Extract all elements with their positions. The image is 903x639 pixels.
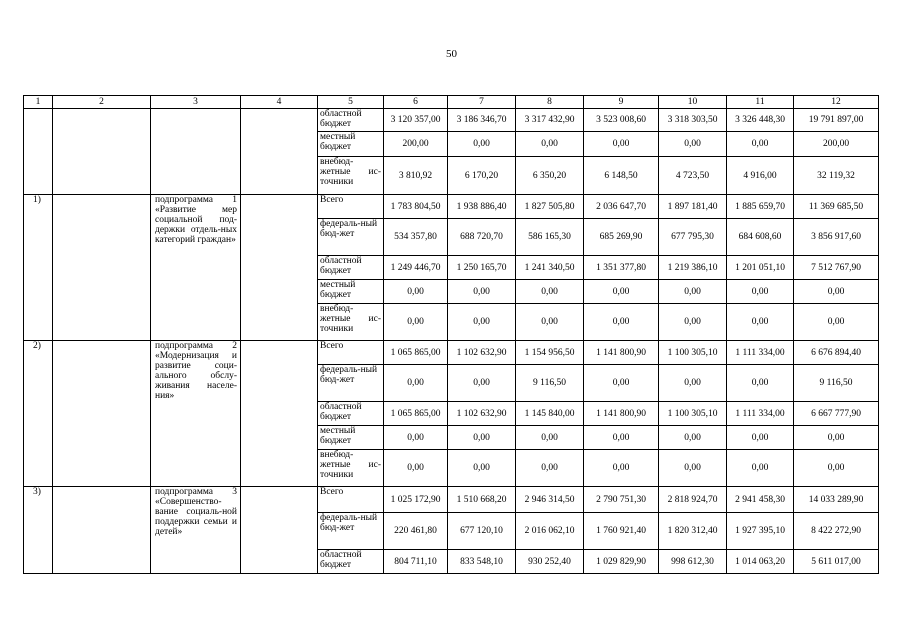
value-cell: 0,00 xyxy=(584,426,659,450)
row-number-cell: 3) xyxy=(24,487,53,574)
total-cell: 0,00 xyxy=(794,450,879,487)
budget-table xyxy=(23,95,879,574)
col-header: 6 xyxy=(384,96,448,109)
value-cell: 677 120,10 xyxy=(448,513,516,550)
source-label: местный бюджет xyxy=(318,132,384,157)
value-cell: 0,00 xyxy=(384,365,448,402)
value-cell: 804 711,10 xyxy=(384,550,448,574)
table-row xyxy=(24,341,879,365)
source-label: федераль-ный бюд-жет xyxy=(318,219,384,256)
value-cell: 6 148,50 xyxy=(584,157,659,195)
value-cell: 586 165,30 xyxy=(516,219,584,256)
value-cell: 1 065 865,00 xyxy=(384,402,448,426)
col-header: 5 xyxy=(318,96,384,109)
value-cell: 0,00 xyxy=(727,426,794,450)
table-row xyxy=(24,487,879,513)
table-row xyxy=(24,195,879,219)
value-cell: 1 250 165,70 xyxy=(448,256,516,280)
value-cell: 1 927 395,10 xyxy=(727,513,794,550)
value-cell: 0,00 xyxy=(448,280,516,304)
value-cell: 833 548,10 xyxy=(448,550,516,574)
total-cell: 9 116,50 xyxy=(794,365,879,402)
value-cell: 0,00 xyxy=(584,132,659,157)
col-header: 9 xyxy=(584,96,659,109)
value-cell: 684 608,60 xyxy=(727,219,794,256)
value-cell: 534 357,80 xyxy=(384,219,448,256)
value-cell: 200,00 xyxy=(384,132,448,157)
value-cell: 3 120 357,00 xyxy=(384,109,448,132)
source-label: областной бюджет xyxy=(318,402,384,426)
value-cell: 930 252,40 xyxy=(516,550,584,574)
empty-cell xyxy=(241,109,318,195)
value-cell: 0,00 xyxy=(584,304,659,341)
value-cell: 677 795,30 xyxy=(659,219,727,256)
value-cell: 0,00 xyxy=(448,132,516,157)
page-number: 50 xyxy=(446,48,457,60)
value-cell: 1 029 829,90 xyxy=(584,550,659,574)
col-header: 10 xyxy=(659,96,727,109)
value-cell: 2 818 924,70 xyxy=(659,487,727,513)
value-cell: 1 141 800,90 xyxy=(584,402,659,426)
value-cell: 0,00 xyxy=(584,365,659,402)
source-label: внебюд-жетные ис-точники xyxy=(318,450,384,487)
value-cell: 1 102 632,90 xyxy=(448,402,516,426)
row-number-cell: 1) xyxy=(24,195,53,341)
value-cell: 0,00 xyxy=(448,450,516,487)
row-number-cell xyxy=(24,109,53,195)
value-cell: 1 100 305,10 xyxy=(659,402,727,426)
col-header: 4 xyxy=(241,96,318,109)
program-name-cell xyxy=(151,109,241,195)
value-cell: 1 351 377,80 xyxy=(584,256,659,280)
value-cell: 3 810,92 xyxy=(384,157,448,195)
value-cell: 9 116,50 xyxy=(516,365,584,402)
value-cell: 0,00 xyxy=(384,304,448,341)
value-cell: 688 720,70 xyxy=(448,219,516,256)
empty-cell xyxy=(241,195,318,341)
row-number-cell: 2) xyxy=(24,341,53,487)
total-cell: 6 667 777,90 xyxy=(794,402,879,426)
value-cell: 0,00 xyxy=(659,304,727,341)
value-cell: 0,00 xyxy=(659,132,727,157)
value-cell: 2 941 458,30 xyxy=(727,487,794,513)
total-cell: 11 369 685,50 xyxy=(794,195,879,219)
empty-cell xyxy=(241,487,318,574)
value-cell: 4 916,00 xyxy=(727,157,794,195)
total-cell: 7 512 767,90 xyxy=(794,256,879,280)
value-cell: 1 510 668,20 xyxy=(448,487,516,513)
value-cell: 0,00 xyxy=(727,304,794,341)
program-name-cell: подпрограмма 2 «Модернизация и развитие соци-ального обслу-живания населе-ния» xyxy=(151,341,241,487)
source-label: Всего xyxy=(318,195,384,219)
value-cell: 0,00 xyxy=(659,450,727,487)
value-cell: 0,00 xyxy=(448,426,516,450)
value-cell: 2 016 062,10 xyxy=(516,513,584,550)
value-cell: 0,00 xyxy=(384,280,448,304)
value-cell: 1 219 386,10 xyxy=(659,256,727,280)
value-cell: 3 317 432,90 xyxy=(516,109,584,132)
total-cell: 6 676 894,40 xyxy=(794,341,879,365)
value-cell: 0,00 xyxy=(448,304,516,341)
value-cell: 0,00 xyxy=(516,132,584,157)
value-cell: 3 523 008,60 xyxy=(584,109,659,132)
value-cell: 220 461,80 xyxy=(384,513,448,550)
value-cell: 0,00 xyxy=(516,304,584,341)
total-cell: 0,00 xyxy=(794,280,879,304)
value-cell: 1 897 181,40 xyxy=(659,195,727,219)
value-cell: 0,00 xyxy=(727,280,794,304)
value-cell: 0,00 xyxy=(448,365,516,402)
value-cell: 4 723,50 xyxy=(659,157,727,195)
source-label: Всего xyxy=(318,487,384,513)
value-cell: 1 025 172,90 xyxy=(384,487,448,513)
value-cell: 1 827 505,80 xyxy=(516,195,584,219)
empty-cell xyxy=(53,341,151,487)
value-cell: 2 946 314,50 xyxy=(516,487,584,513)
col-header: 3 xyxy=(151,96,241,109)
total-cell: 200,00 xyxy=(794,132,879,157)
total-cell: 0,00 xyxy=(794,304,879,341)
source-label: федераль-ный бюд-жет xyxy=(318,513,384,550)
value-cell: 0,00 xyxy=(727,365,794,402)
value-cell: 0,00 xyxy=(727,450,794,487)
value-cell: 1 783 804,50 xyxy=(384,195,448,219)
total-cell: 3 856 917,60 xyxy=(794,219,879,256)
col-header: 7 xyxy=(448,96,516,109)
source-label: местный бюджет xyxy=(318,426,384,450)
value-cell: 1 111 334,00 xyxy=(727,402,794,426)
source-label: областной бюджет xyxy=(318,256,384,280)
value-cell: 0,00 xyxy=(516,426,584,450)
program-name-cell: подпрограмма 3 «Совершенство-вание социаль-ной поддержки семьи и детей» xyxy=(151,487,241,574)
value-cell: 1 154 956,50 xyxy=(516,341,584,365)
source-label: федераль-ный бюд-жет xyxy=(318,365,384,402)
value-cell: 0,00 xyxy=(659,426,727,450)
value-cell: 3 186 346,70 xyxy=(448,109,516,132)
value-cell: 3 318 303,50 xyxy=(659,109,727,132)
total-cell: 8 422 272,90 xyxy=(794,513,879,550)
value-cell: 0,00 xyxy=(659,280,727,304)
empty-cell xyxy=(53,487,151,574)
value-cell: 1 885 659,70 xyxy=(727,195,794,219)
value-cell: 0,00 xyxy=(384,426,448,450)
value-cell: 1 241 340,50 xyxy=(516,256,584,280)
header-row xyxy=(24,96,879,109)
value-cell: 0,00 xyxy=(727,132,794,157)
table-row xyxy=(24,109,879,132)
value-cell: 1 102 632,90 xyxy=(448,341,516,365)
total-cell: 14 033 289,90 xyxy=(794,487,879,513)
total-cell: 32 119,32 xyxy=(794,157,879,195)
value-cell: 1 065 865,00 xyxy=(384,341,448,365)
source-label: областной бюджет xyxy=(318,109,384,132)
empty-cell xyxy=(241,341,318,487)
value-cell: 1 145 840,00 xyxy=(516,402,584,426)
col-header: 1 xyxy=(24,96,53,109)
source-label: внебюд-жетные ис-точники xyxy=(318,304,384,341)
total-cell: 19 791 897,00 xyxy=(794,109,879,132)
value-cell: 1 820 312,40 xyxy=(659,513,727,550)
source-label: областной бюджет xyxy=(318,550,384,574)
value-cell: 3 326 448,30 xyxy=(727,109,794,132)
col-header: 11 xyxy=(727,96,794,109)
source-label: внебюд-жетные ис-точники xyxy=(318,157,384,195)
value-cell: 1 014 063,20 xyxy=(727,550,794,574)
value-cell: 998 612,30 xyxy=(659,550,727,574)
col-header: 8 xyxy=(516,96,584,109)
value-cell: 1 141 800,90 xyxy=(584,341,659,365)
source-label: местный бюджет xyxy=(318,280,384,304)
col-header: 2 xyxy=(53,96,151,109)
value-cell: 1 111 334,00 xyxy=(727,341,794,365)
total-cell: 0,00 xyxy=(794,426,879,450)
value-cell: 2 036 647,70 xyxy=(584,195,659,219)
value-cell: 0,00 xyxy=(516,280,584,304)
value-cell: 0,00 xyxy=(516,450,584,487)
value-cell: 1 201 051,10 xyxy=(727,256,794,280)
program-name-cell: подпрограмма 1 «Развитие мер социальной под-держки отдель-ных категорий граждан» xyxy=(151,195,241,341)
empty-cell xyxy=(53,195,151,341)
value-cell: 1 249 446,70 xyxy=(384,256,448,280)
source-label: Всего xyxy=(318,341,384,365)
value-cell: 0,00 xyxy=(584,280,659,304)
value-cell: 0,00 xyxy=(659,365,727,402)
empty-cell xyxy=(53,109,151,195)
value-cell: 1 938 886,40 xyxy=(448,195,516,219)
value-cell: 6 350,20 xyxy=(516,157,584,195)
value-cell: 685 269,90 xyxy=(584,219,659,256)
value-cell: 1 760 921,40 xyxy=(584,513,659,550)
col-header: 12 xyxy=(794,96,879,109)
total-cell: 5 611 017,00 xyxy=(794,550,879,574)
value-cell: 0,00 xyxy=(584,450,659,487)
value-cell: 1 100 305,10 xyxy=(659,341,727,365)
value-cell: 6 170,20 xyxy=(448,157,516,195)
value-cell: 2 790 751,30 xyxy=(584,487,659,513)
value-cell: 0,00 xyxy=(384,450,448,487)
